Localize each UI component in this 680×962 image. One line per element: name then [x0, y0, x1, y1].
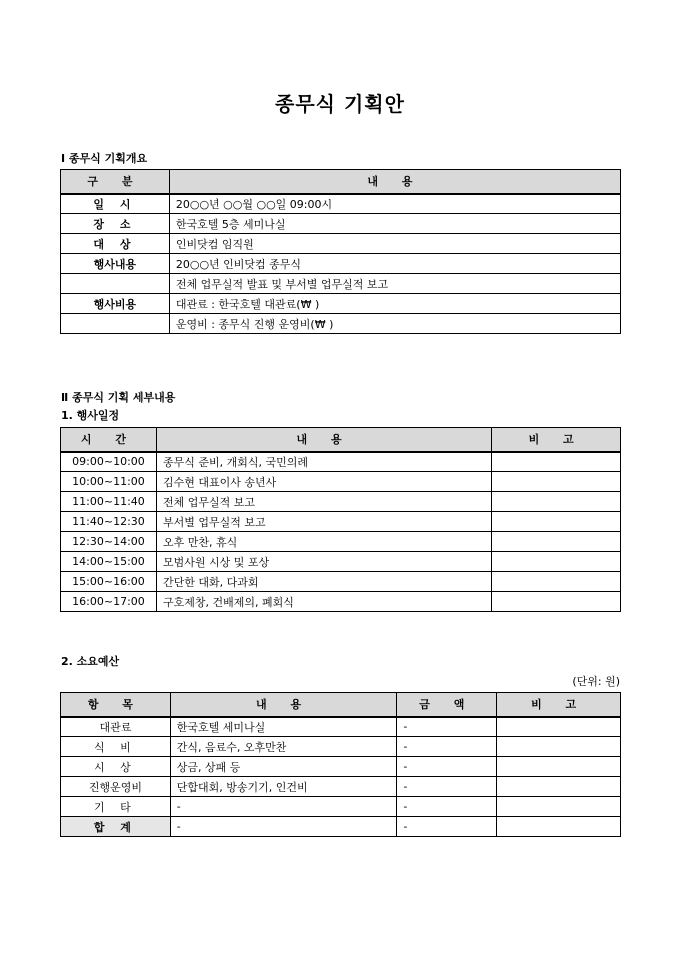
time-cell: 15:00~16:00	[61, 572, 157, 592]
table-row	[61, 532, 621, 552]
schedule-header-row	[61, 428, 621, 452]
row-value: 20○○년 인비닷컴 종무식	[169, 254, 620, 274]
amount-cell: -	[397, 777, 497, 797]
time-cell: 16:00~17:00	[61, 592, 157, 612]
table-row	[61, 214, 621, 234]
row-label	[61, 274, 170, 294]
amount-cell: -	[397, 737, 497, 757]
table-row	[61, 492, 621, 512]
table-row	[61, 512, 621, 532]
table-row	[61, 452, 621, 472]
table-row	[61, 194, 621, 214]
table-row	[61, 314, 621, 334]
total-content: -	[170, 817, 397, 837]
content-cell: 김수현 대표이사 송년사	[156, 472, 491, 492]
header-category: 구 분	[61, 170, 170, 194]
section2-heading: Ⅱ 종무식 기획 세부내용	[61, 391, 176, 404]
content-cell: -	[170, 797, 397, 817]
item-cell: 진행운영비	[61, 777, 171, 797]
note-cell	[492, 572, 621, 592]
budget-subheading: 2. 소요예산	[61, 655, 120, 668]
header-content: 내 용	[169, 170, 620, 194]
row-value: 인비닷컴 임직원	[169, 234, 620, 254]
time-cell: 14:00~15:00	[61, 552, 157, 572]
total-label: 합 계	[61, 817, 171, 837]
header-time: 시 간	[61, 428, 157, 452]
time-cell: 10:00~11:00	[61, 472, 157, 492]
amount-cell: -	[397, 797, 497, 817]
unit-label: (단위: 원)	[572, 675, 620, 688]
note-cell	[492, 472, 621, 492]
content-cell: 단합대회, 방송기기, 인건비	[170, 777, 397, 797]
total-note	[497, 817, 621, 837]
table-row	[61, 274, 621, 294]
note-cell	[492, 552, 621, 572]
content-cell: 종무식 준비, 개회식, 국민의례	[156, 452, 491, 472]
table-row	[61, 717, 621, 737]
item-cell: 식 비	[61, 737, 171, 757]
header-amount: 금 액	[397, 693, 497, 717]
table-row	[61, 777, 621, 797]
table-row	[61, 234, 621, 254]
table-row	[61, 757, 621, 777]
row-label: 행사내용	[61, 254, 170, 274]
header-item: 항 목	[61, 693, 171, 717]
note-cell	[497, 717, 621, 737]
table-row	[61, 797, 621, 817]
time-cell: 09:00~10:00	[61, 452, 157, 472]
item-cell: 시 상	[61, 757, 171, 777]
row-value: 대관료 : 한국호텔 대관료(₩ )	[169, 294, 620, 314]
note-cell	[492, 532, 621, 552]
budget-header-row	[61, 693, 621, 717]
row-label: 장 소	[61, 214, 170, 234]
total-amount: -	[397, 817, 497, 837]
content-cell: 모범사원 시상 및 포상	[156, 552, 491, 572]
content-cell: 상금, 상패 등	[170, 757, 397, 777]
content-cell: 한국호텔 세미나실	[170, 717, 397, 737]
row-value: 한국호텔 5층 세미나실	[169, 214, 620, 234]
time-cell: 11:00~11:40	[61, 492, 157, 512]
row-value: 20○○년 ○○월 ○○일 09:00시	[169, 194, 620, 214]
content-cell: 간식, 음료수, 오후만찬	[170, 737, 397, 757]
note-cell	[492, 452, 621, 472]
row-value: 전체 업무실적 발표 및 부서별 업무실적 보고	[169, 274, 620, 294]
total-row	[61, 817, 621, 837]
item-cell: 대관료	[61, 717, 171, 737]
table-row	[61, 294, 621, 314]
table-row	[61, 737, 621, 757]
note-cell	[497, 777, 621, 797]
schedule-subheading: 1. 행사일정	[61, 409, 120, 422]
content-cell: 구호제창, 건배제의, 폐회식	[156, 592, 491, 612]
content-cell: 부서별 업무실적 보고	[156, 512, 491, 532]
table-row	[61, 254, 621, 274]
overview-table	[60, 169, 621, 334]
section1-heading: Ⅰ 종무식 기획개요	[61, 152, 148, 165]
row-value: 운영비 : 종무식 진행 운영비(₩ )	[169, 314, 620, 334]
note-cell	[492, 512, 621, 532]
table-row	[61, 592, 621, 612]
content-cell: 간단한 대화, 다과회	[156, 572, 491, 592]
note-cell	[492, 592, 621, 612]
amount-cell: -	[397, 717, 497, 737]
row-label: 일 시	[61, 194, 170, 214]
time-cell: 12:30~14:00	[61, 532, 157, 552]
row-label	[61, 314, 170, 334]
row-label: 행사비용	[61, 294, 170, 314]
header-content: 내 용	[170, 693, 397, 717]
note-cell	[497, 757, 621, 777]
amount-cell: -	[397, 757, 497, 777]
table-row	[61, 472, 621, 492]
time-cell: 11:40~12:30	[61, 512, 157, 532]
table-row	[61, 552, 621, 572]
row-label: 대 상	[61, 234, 170, 254]
note-cell	[497, 737, 621, 757]
budget-table	[60, 692, 621, 837]
header-note: 비 고	[497, 693, 621, 717]
table-row	[61, 572, 621, 592]
header-note: 비 고	[492, 428, 621, 452]
schedule-table	[60, 427, 621, 612]
item-cell: 기 타	[61, 797, 171, 817]
header-content: 내 용	[156, 428, 491, 452]
note-cell	[497, 797, 621, 817]
content-cell: 오후 만찬, 휴식	[156, 532, 491, 552]
overview-header-row	[61, 170, 621, 194]
document-title: 종무식 기획안	[275, 92, 405, 116]
content-cell: 전체 업무실적 보고	[156, 492, 491, 512]
note-cell	[492, 492, 621, 512]
